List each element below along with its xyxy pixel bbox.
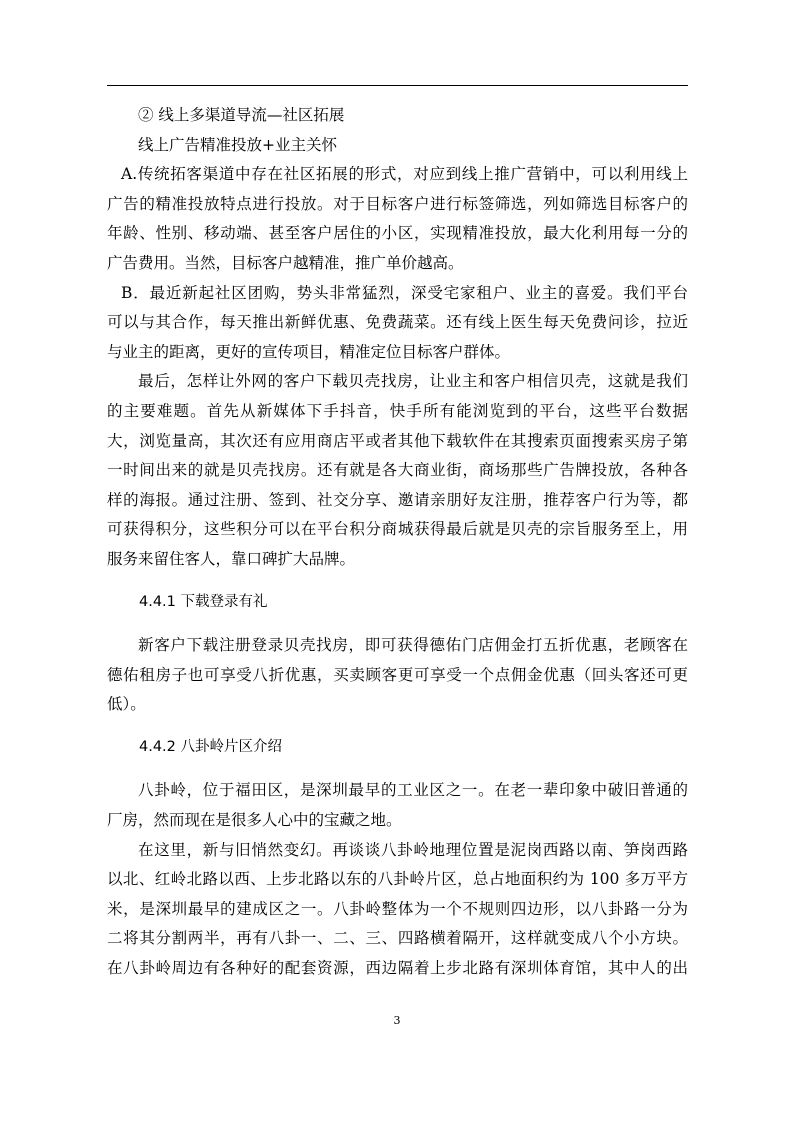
heading-4-4-1: 4.4.1 下载登录有礼 [139, 594, 268, 610]
text-line: 在这里，新与旧悄然变幻。再谈谈八卦岭地理位置是泥岗西路以南、笋岗西路 [138, 840, 688, 859]
text-line: 一时间出来的就是贝壳找房。还有就是各大商业街，商场那些广告牌投放，各种各 [107, 461, 688, 480]
text-line: 最后，怎样让外网的客户下载贝壳找房，让业主和客户相信贝壳，这就是我们 [138, 372, 688, 391]
text-line: 低）。 [107, 695, 146, 714]
text-line: 大，浏览量高，其次还有应用商店平或者其他下载软件在其搜索页面搜索买房子第 [107, 431, 688, 450]
section-subtitle: 线上广告精准投放+业主关怀 [138, 135, 337, 154]
text-line: 样的海报。通过注册、签到、社交分享、邀请亲朋好友注册，推荐客户行为等，都 [107, 490, 688, 509]
text-line: 服务来留住客人，靠口碑扩大品牌。 [107, 549, 356, 568]
paragraph-441 [107, 631, 688, 720]
text-line: 广告费用。当然，目标客户越精准，推广单价越高。 [107, 253, 464, 272]
text-line: A.传统拓客渠道中存在社区拓展的形式，对应到线上推广营销中，可以利用线上 [121, 165, 688, 184]
text-line: 米，是深圳最早的建成区之一。八卦岭整体为一个不规则四边形，以八卦路一分为 [107, 899, 688, 918]
page-number: 3 [393, 1014, 401, 1027]
section-title: ② 线上多渠道导流—社区拓展 [138, 106, 345, 124]
text-line: B．最近新起社区团购，势头非常猛烈，深受宅家租户、业主的喜爱。我们平台 [121, 283, 688, 302]
page-body [107, 101, 688, 984]
text-line: 年龄、性别、移动端、甚至客户居住的小区，实现精准投放，最大化利用每一分的 [107, 224, 688, 243]
text-line: 在八卦岭周边有各种好的配套资源，西边隔着上步北路有深圳体育馆，其中人的出 [107, 959, 688, 978]
text-line: 新客户下载注册登录贝壳找房，即可获得德佑门店佣金打五折优惠，老顾客在 [138, 636, 688, 655]
text-line: 二将其分割两半，再有八卦一、二、三、四路横着隔开，这样就变成八个小方块。 [107, 929, 688, 948]
paragraph-c [107, 367, 688, 574]
heading-4-4-2: 4.4.2 八卦岭片区介绍 [139, 739, 283, 756]
header-rule [107, 85, 688, 86]
paragraph-a [107, 160, 688, 278]
paragraph-442-2 [107, 836, 688, 984]
text-line: 德佑租房子也可享受八折优惠，买卖顾客更可享受一个点佣金优惠（回头客还可更 [107, 665, 688, 684]
text-line: 八卦岭，位于福田区，是深圳最早的工业区之一。在老一辈印象中破旧普通的 [138, 781, 688, 800]
text-line: 的主要难题。首先从新媒体下手抖音，快手所有能浏览到的平台，这些平台数据 [107, 401, 688, 420]
text-line: 可获得积分，这些积分可以在平台积分商城获得最后就是贝壳的宗旨服务至上，用 [107, 520, 688, 539]
text-line: 可以与其合作，每天推出新鲜优惠、免费蔬菜。还有线上医生每天免费问诊，拉近 [107, 313, 688, 332]
text-line: 厂房，然而现在是很多人心中的宝藏之地。 [107, 811, 402, 830]
text-line: 广告的精准投放特点进行投放。对于目标客户进行标签筛选，列如筛选目标客户的 [107, 194, 688, 213]
text-line: 与业主的距离，更好的宣传项目，精准定位目标客户群体。 [107, 342, 511, 361]
text-line: 以北、红岭北路以西、上步北路以东的八卦岭片区，总占地面积约为 100 多万平方 [107, 870, 688, 889]
paragraph-442-1 [107, 776, 688, 835]
paragraph-b [107, 279, 688, 368]
